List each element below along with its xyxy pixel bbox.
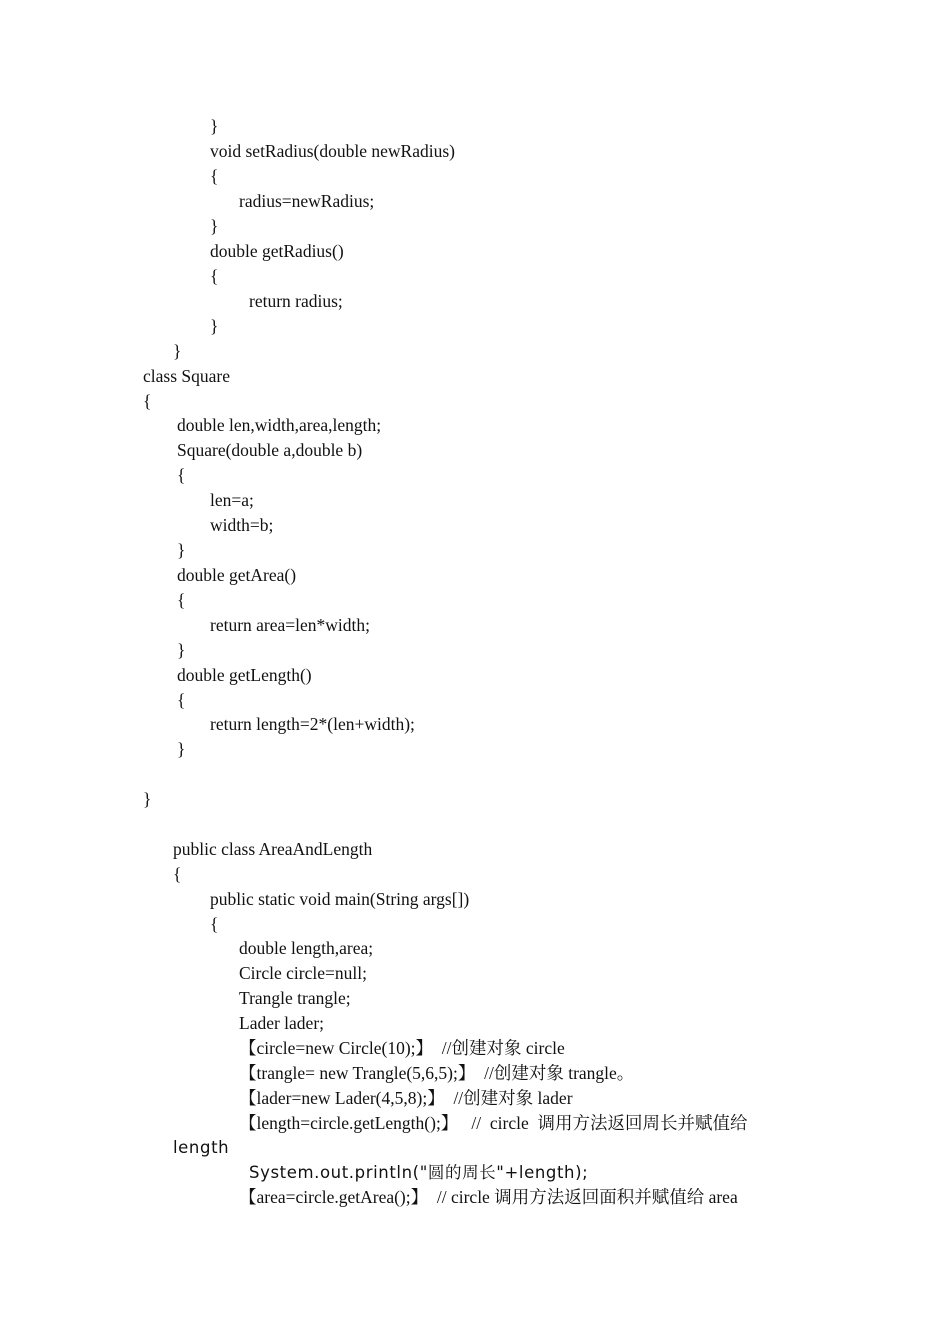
code-line: class Square [143,366,230,386]
code-line: public class AreaAndLength [173,839,373,859]
code-line: Circle circle=null; [239,963,367,983]
code-line: Trangle trangle; [239,988,351,1008]
code-line: 【lader=new Lader(4,5,8);】 //创建对象 lader [239,1088,573,1108]
code-line: { [173,864,182,884]
code-line: width=b; [210,515,274,535]
code-line: System.out.println("圆的周长"+length); [249,1163,589,1182]
code-line: } [143,789,152,809]
code-line: double getArea() [177,565,297,585]
code-line: length [173,1138,230,1157]
code-line: double getRadius() [210,241,344,261]
code-line: { [177,590,186,610]
code-line: double len,width,area,length; [177,415,382,435]
code-line: } [173,341,182,361]
code-line: } [177,739,186,759]
code-line: void setRadius(double newRadius) [210,141,455,161]
code-line: } [177,640,186,660]
code-line: 【circle=new Circle(10);】 //创建对象 circle [239,1038,565,1058]
code-line: } [210,316,219,336]
code-line: 【trangle= new Trangle(5,6,5);】 //创建对象 trangle。 [239,1063,635,1083]
code-line: { [210,266,219,286]
code-line: Square(double a,double b) [177,440,363,460]
code-line: len=a; [210,490,254,510]
code-line: { [177,465,186,485]
code-line: { [143,391,152,411]
code-line: { [210,166,219,186]
code-line: 【area=circle.getArea();】 // circle 调用方法返回面积并赋值给 area [239,1187,738,1207]
code-line: public static void main(String args[]) [210,889,470,909]
code-line: return area=len*width; [210,615,371,635]
code-line: } [210,116,219,136]
code-line: Lader lader; [239,1013,325,1033]
code-line: { [177,690,186,710]
code-line: } [177,540,186,560]
code-line: return length=2*(len+width); [210,714,415,734]
code-line: { [210,914,219,934]
code-line: double length,area; [239,938,374,958]
code-line: radius=newRadius; [239,191,375,211]
code-line: return radius; [249,291,343,311]
code-line: 【length=circle.getLength();】 // circle 调用方法返回周长并赋值给 [239,1113,748,1133]
code-line: } [210,216,219,236]
code-line: double getLength() [177,665,312,685]
